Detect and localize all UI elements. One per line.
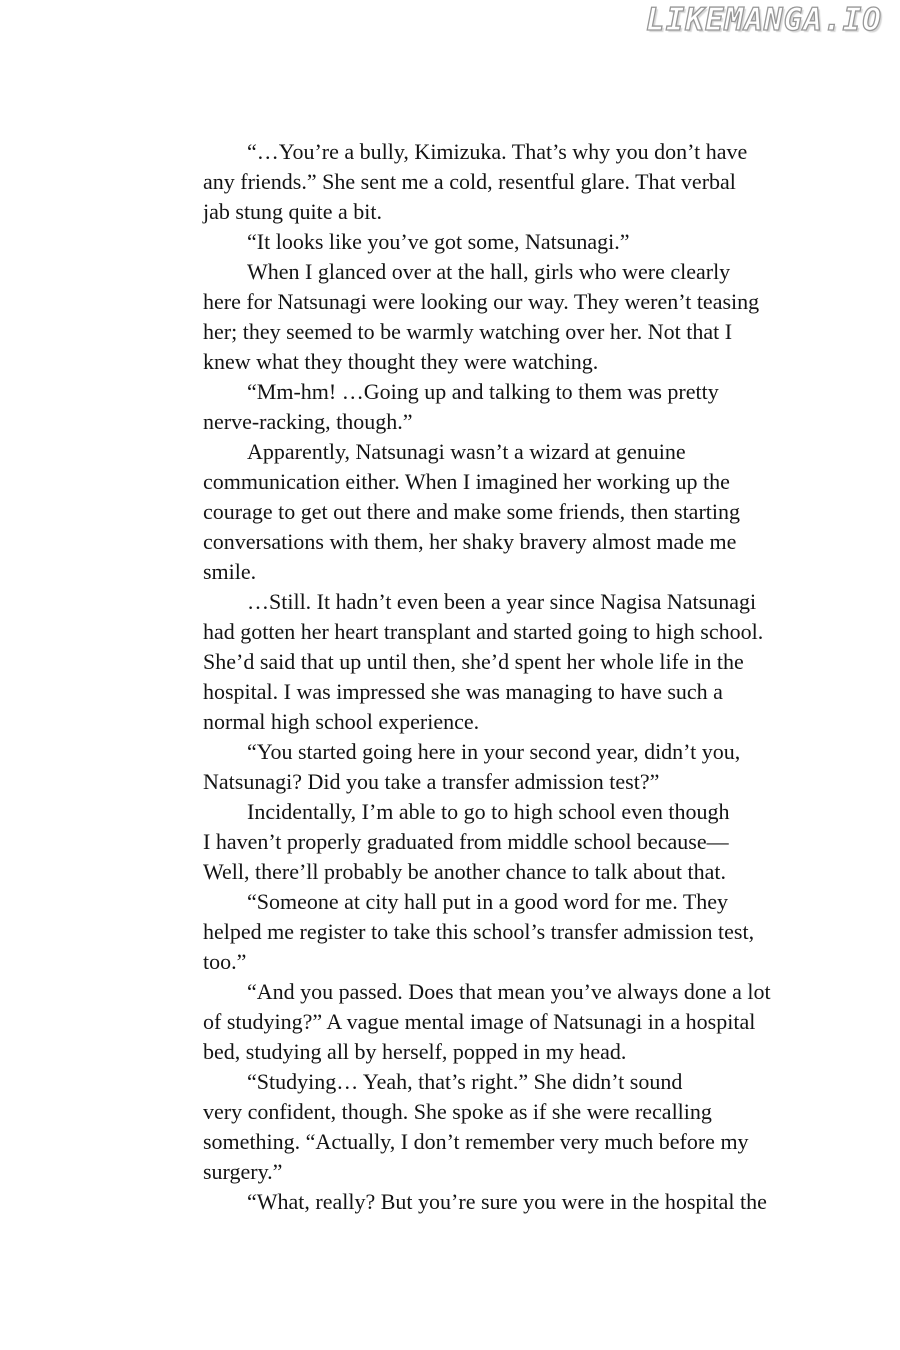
paragraph (203, 797, 813, 887)
text-line: nerve-racking, though.” (203, 409, 413, 434)
text-line: normal high school experience. (203, 709, 480, 734)
text-line: “Someone at city hall put in a good word for me. They (247, 889, 729, 914)
paragraph (203, 377, 813, 437)
text-line: “You started going here in your second year, didn’t you, (247, 739, 741, 764)
text-line: “What, really? But you’re sure you were in the hospital the (247, 1189, 767, 1214)
text-line: had gotten her heart transplant and started going to high school. (203, 619, 764, 644)
text-line: “It looks like you’ve got some, Natsunagi.” (247, 229, 630, 254)
text-line: smile. (203, 559, 257, 584)
paragraph (203, 437, 813, 587)
paragraph (203, 1187, 813, 1217)
text-line: of studying?” A vague mental image of Natsunagi in a hospital (203, 1009, 756, 1034)
text-line: jab stung quite a bit. (203, 199, 383, 224)
text-line: Incidentally, I’m able to go to high school even though (247, 799, 730, 824)
text-line: conversations with them, her shaky bravery almost made me (203, 529, 737, 554)
paragraph (203, 227, 813, 257)
site-watermark: LIKEMANGA.IO (646, 2, 882, 38)
text-line: here for Natsunagi were looking our way. They weren’t teasing (203, 289, 760, 314)
paragraph (203, 587, 813, 737)
text-line: bed, studying all by herself, popped in my head. (203, 1039, 627, 1064)
text-line: any friends.” She sent me a cold, resentful glare. That verbal (203, 169, 736, 194)
text-line: …Still. It hadn’t even been a year since Nagisa Natsunagi (247, 589, 757, 614)
text-line: courage to get out there and make some friends, then starting (203, 499, 740, 524)
text-line: something. “Actually, I don’t remember very much before my (203, 1129, 749, 1154)
text-line: surgery.” (203, 1159, 283, 1184)
paragraph (203, 737, 813, 797)
text-line: Natsunagi? Did you take a transfer admission test?” (203, 769, 660, 794)
text-line: “Studying… Yeah, that’s right.” She didn’t sound (247, 1069, 683, 1094)
text-line: I haven’t properly graduated from middle school because— (203, 829, 729, 854)
text-line: “Mm-hm! …Going up and talking to them was pretty (247, 379, 719, 404)
text-line: communication either. When I imagined her working up the (203, 469, 730, 494)
paragraph (203, 257, 813, 377)
text-line: She’d said that up until then, she’d spent her whole life in the (203, 649, 744, 674)
text-line: helped me register to take this school’s transfer admission test, (203, 919, 755, 944)
text-line: very confident, though. She spoke as if she were recalling (203, 1099, 712, 1124)
paragraph (203, 137, 813, 227)
text-line: too.” (203, 949, 247, 974)
novel-text (203, 137, 813, 1217)
text-line: knew what they thought they were watching. (203, 349, 599, 374)
text-line: “…You’re a bully, Kimizuka. That’s why you don’t have (247, 139, 748, 164)
paragraph (203, 977, 813, 1067)
text-line: Apparently, Natsunagi wasn’t a wizard at genuine (247, 439, 686, 464)
paragraph (203, 887, 813, 977)
text-line: When I glanced over at the hall, girls who were clearly (247, 259, 731, 284)
paragraph (203, 1067, 813, 1187)
text-line: hospital. I was impressed she was managing to have such a (203, 679, 723, 704)
text-line: “And you passed. Does that mean you’ve always done a lot (247, 979, 771, 1004)
text-line: her; they seemed to be warmly watching over her. Not that I (203, 319, 733, 344)
text-line: Well, there’ll probably be another chance to talk about that. (203, 859, 726, 884)
